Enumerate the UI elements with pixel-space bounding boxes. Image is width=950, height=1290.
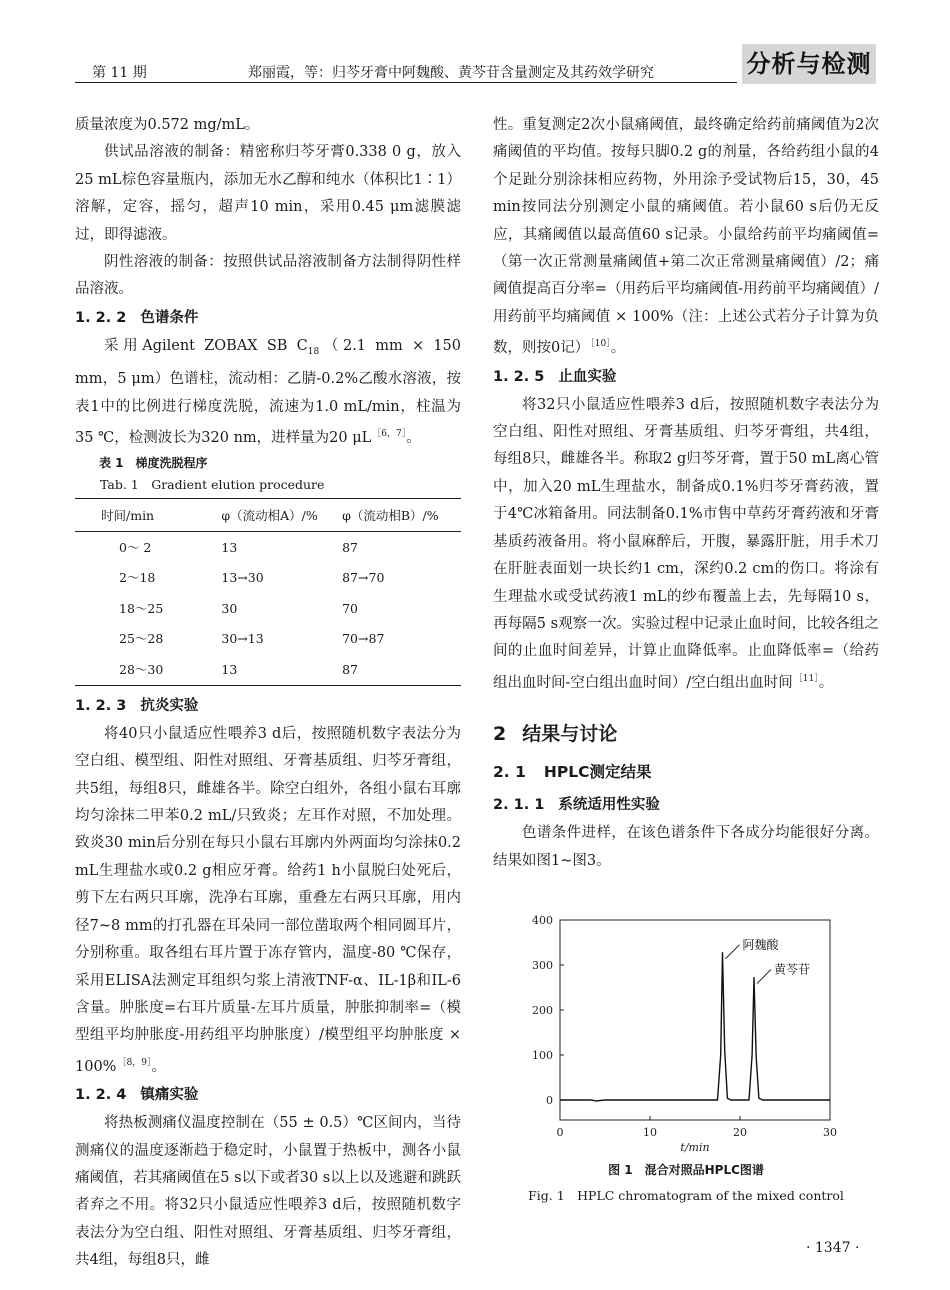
table-cell: 70 xyxy=(342,600,359,616)
table-row xyxy=(75,654,461,685)
table-row xyxy=(75,532,461,563)
table-header-cell: φ（流动相A）/% xyxy=(220,499,341,532)
y-tick-label: 300 xyxy=(532,959,553,972)
table-cell: 30→13 xyxy=(221,631,264,647)
paragraph-negative-solution: 阴性溶液的制备：按照供试品溶液制备方法制得阴性样品溶液。 xyxy=(75,254,461,298)
plot-frame xyxy=(560,920,830,1120)
table-row xyxy=(75,593,461,624)
paragraph-anti-inflammatory: 将40只小鼠适应性喂养3 d后，按照随机数字表法分为空白组、模型组、阳性对照组、牙膏基质组、归芩牙膏组，共5组，每组8只，雌雄各半。除空白组外，各组小鼠右耳廓均匀涂抹二甲苯0.2 mL/只致炎；左耳作对照，不加处理。致炎30 min后分别在每只小鼠右耳廓内外两面均匀涂抹0.2 mL生理盐水或0.2 g相应牙膏。给药1 h小鼠脱臼处死后，剪下左右两只耳廓，洗净右耳廓，重叠左右两只耳廓，用内径7~8 mm的打孔器在耳朵同一部位凿取两个相同圆耳片，分别称重。取各组右耳片置于冻存管内，温度-80 ℃保存，采用ELISA法测定耳组织匀浆上清液TNF-α、IL-1β和IL-6含量。肿胀度=右耳片质量-左耳片质量，肿胀抑制率=（模型组平均肿胀度-用药组平均肿胀度）/模型组平均肿胀度 × 100%$^{[8,9]}$。 xyxy=(75,725,461,1075)
paragraph-hemostasis: 将32只小鼠适应性喂养3 d后，按照随机数字表法分为空白组、阳性对照组、牙膏基质组、归芩牙膏组，共4组，每组8只，雌雄各半。称取2 g归芩牙膏，置于50 mL离心管中，加入20 mL生理盐水，制备成0.1%归芩牙膏药液，置于4℃冰箱备用。同法制备0.1%市售中草药牙膏药液和牙膏基质药液备用。将小鼠麻醉后，开腹，暴露肝脏，用手术刀在肝脏表面划一块长约1 cm，深约0.2 cm的伤口。将涂有生理盐水或受试药液1 mL的纱布覆盖上去，先每隔10 s，再每隔5 s观察一次。实验过程中记录止血时间，比较各组之间的止血时间差异，计算止血降低率。止血降低率=（给药组出血时间-空白组出血时间）/空白组出血时间$^{[11]}$。 xyxy=(493,396,879,691)
section-heading-chromatography xyxy=(75,304,461,333)
paragraph-suitability: 色谱条件进样，在该色谱条件下各成分均能很好分离。结果如图1~图3。 xyxy=(493,825,879,869)
table-cell: 30 xyxy=(221,600,238,616)
section-title: 镇痛实验 xyxy=(140,1087,199,1104)
x-tick-label: 30 xyxy=(823,1126,837,1139)
section-title: 色谱条件 xyxy=(140,309,199,326)
paragraph-chromatography-conditions: 采用Agilent ZOBAX SB $C_{18}(2.1$ mm × 150 mm，5 μm）色谱柱，流动相：乙腈-0.2%乙酸水溶液，按表1中的比例进行梯度洗脱，流速为1.0 mL/min，柱温为35 ℃，检测波长为320 nm，进样量为20 μL$^{[6,7]}$。 xyxy=(75,337,461,446)
peak-leader-line xyxy=(725,945,739,959)
section-title: 结果与讨论 xyxy=(522,723,618,746)
y-tick-label: 400 xyxy=(532,914,553,927)
table-cell: 87 xyxy=(341,654,461,685)
table-title-en: Tab. 1 Gradient elution procedure xyxy=(100,477,325,493)
table-cell: 2～18 xyxy=(119,570,156,586)
left-column xyxy=(75,112,461,1275)
section-title: 止血实验 xyxy=(558,368,617,385)
section-number: 1. 2. 3 xyxy=(75,697,127,714)
citation: ［6，7］ xyxy=(372,428,407,439)
section-heading-results xyxy=(493,717,879,751)
table-cell: 13 xyxy=(220,654,341,685)
table-cell: 0～ 2 xyxy=(119,539,152,555)
table-cell: 28～30 xyxy=(75,654,220,685)
paragraph-analgesic: 将热板测痛仪温度控制在（55 ± 0.5）℃区间内，当待测痛仪的温度逐渐趋于稳定时，小鼠置于热板中，测各小鼠痛阈值，若其痛阈值在5 s以下或者30 s以上以及逃避和跳跃者弃之不用。将32只小鼠适应性喂养3 d后，按照随机数字表法分为空白组、阳性对照组、牙膏基质组、归芩牙膏组，共4组，每组8只，雌 xyxy=(75,1115,461,1269)
citation: ［10］ xyxy=(590,339,611,350)
peak-label-baicalin: 黄芩苷 xyxy=(773,962,810,977)
table-header-row xyxy=(75,499,461,532)
table-header-cell: 时间/min xyxy=(75,499,220,532)
section-label: 分析与检测 xyxy=(742,44,876,84)
section-number: 2. 1 xyxy=(493,763,526,782)
x-axis-label: t/min xyxy=(680,1141,710,1154)
paragraph-analgesic-continued: 性。重复测定2次小鼠痛阈值，最终确定给药前痛阈值为2次痛阈值的平均值。按每只脚0.2 g的剂量，各给药组小鼠的4个足趾分别涂抹相应药物，外用涂予受试物后15，30，45 min按同法分别测定小鼠的痛阈值。若小鼠60 s后仍无反应，其痛阈值以最高值60 s记录。小鼠给药前平均痛阈值=（第一次正常测量痛阈值+第二次正常测量痛阈值）/2；痛阈值提高百分率=（用药后平均痛阈值-用药前平均痛阈值）/用药前平均痛阈值 × 100%（注：上述公式若分子计算为负数，则按0记）$^{[10]}$。 xyxy=(493,117,879,357)
citation: ［8，9］ xyxy=(117,1057,152,1068)
section-title: HPLC测定结果 xyxy=(543,763,652,782)
table-row xyxy=(75,624,461,655)
table-header-cell: φ（流动相B）/% xyxy=(341,499,461,532)
table-cell: 87→70 xyxy=(342,570,385,586)
section-number: 2. 1. 1 xyxy=(493,797,545,814)
section-title: 系统适用性实验 xyxy=(558,797,660,814)
x-tick-label: 0 xyxy=(556,1126,564,1139)
table-title-cn: 表 1 梯度洗脱程序 xyxy=(99,456,208,471)
table-row xyxy=(75,563,461,594)
peak-label-ferulic-acid: 阿魏酸 xyxy=(742,937,779,952)
x-tick-label: 20 xyxy=(733,1126,747,1139)
section-heading-suitability xyxy=(493,791,879,820)
paragraph-mass-concentration: 质量浓度为0.572 mg/mL。 xyxy=(75,117,260,133)
section-heading-hplc xyxy=(493,757,879,787)
header-rule xyxy=(75,82,737,83)
table-cell: 25～28 xyxy=(119,631,164,647)
table-cell: 13→30 xyxy=(221,570,264,586)
right-column xyxy=(493,112,879,875)
y-tick-label: 200 xyxy=(532,1004,553,1017)
section-title: 抗炎实验 xyxy=(140,697,199,714)
table-cell: 13 xyxy=(221,539,238,555)
page-number: · 1347 · xyxy=(806,1240,860,1256)
y-tick-label: 100 xyxy=(532,1049,553,1062)
x-tick-label: 10 xyxy=(643,1126,657,1139)
journal-issue: 第 11 期 xyxy=(92,65,147,81)
table-cell: 87 xyxy=(342,539,359,555)
table-cell: 70→87 xyxy=(342,631,385,647)
figure-caption-en: Fig. 1 HPLC chromatogram of the mixed control xyxy=(528,1188,844,1203)
peak-leader-line xyxy=(757,970,771,984)
section-number: 1. 2. 2 xyxy=(75,309,127,326)
citation: ［11］ xyxy=(793,673,819,684)
y-tick-label: 0 xyxy=(546,1094,553,1107)
table-cell: 18～25 xyxy=(119,600,164,616)
paragraph-test-solution: 供试品溶液的制备：精密称归芩牙膏0.338 0 g，放入25 mL棕色容量瓶内，添加无水乙醇和纯水（体积比1∶1）溶解，定容，摇匀，超声10 min，采用0.45 μm滤膜滤过，即得滤液。 xyxy=(75,144,461,243)
section-number: 1. 2. 5 xyxy=(493,368,545,385)
section-number: 1. 2. 4 xyxy=(75,1087,127,1104)
section-heading-anti-inflammatory xyxy=(75,692,461,721)
running-title: 郑丽霞，等：归芩牙膏中阿魏酸、黄芩苷含量测定及其药效学研究 xyxy=(248,65,654,81)
section-number: 2 xyxy=(493,723,507,746)
section-heading-analgesic xyxy=(75,1081,461,1110)
section-heading-hemostasis xyxy=(493,363,879,392)
figure-caption-cn: 图 1 混合对照品HPLC图谱 xyxy=(608,1163,764,1177)
gradient-table xyxy=(75,498,461,686)
hplc-chromatogram xyxy=(493,908,879,1158)
